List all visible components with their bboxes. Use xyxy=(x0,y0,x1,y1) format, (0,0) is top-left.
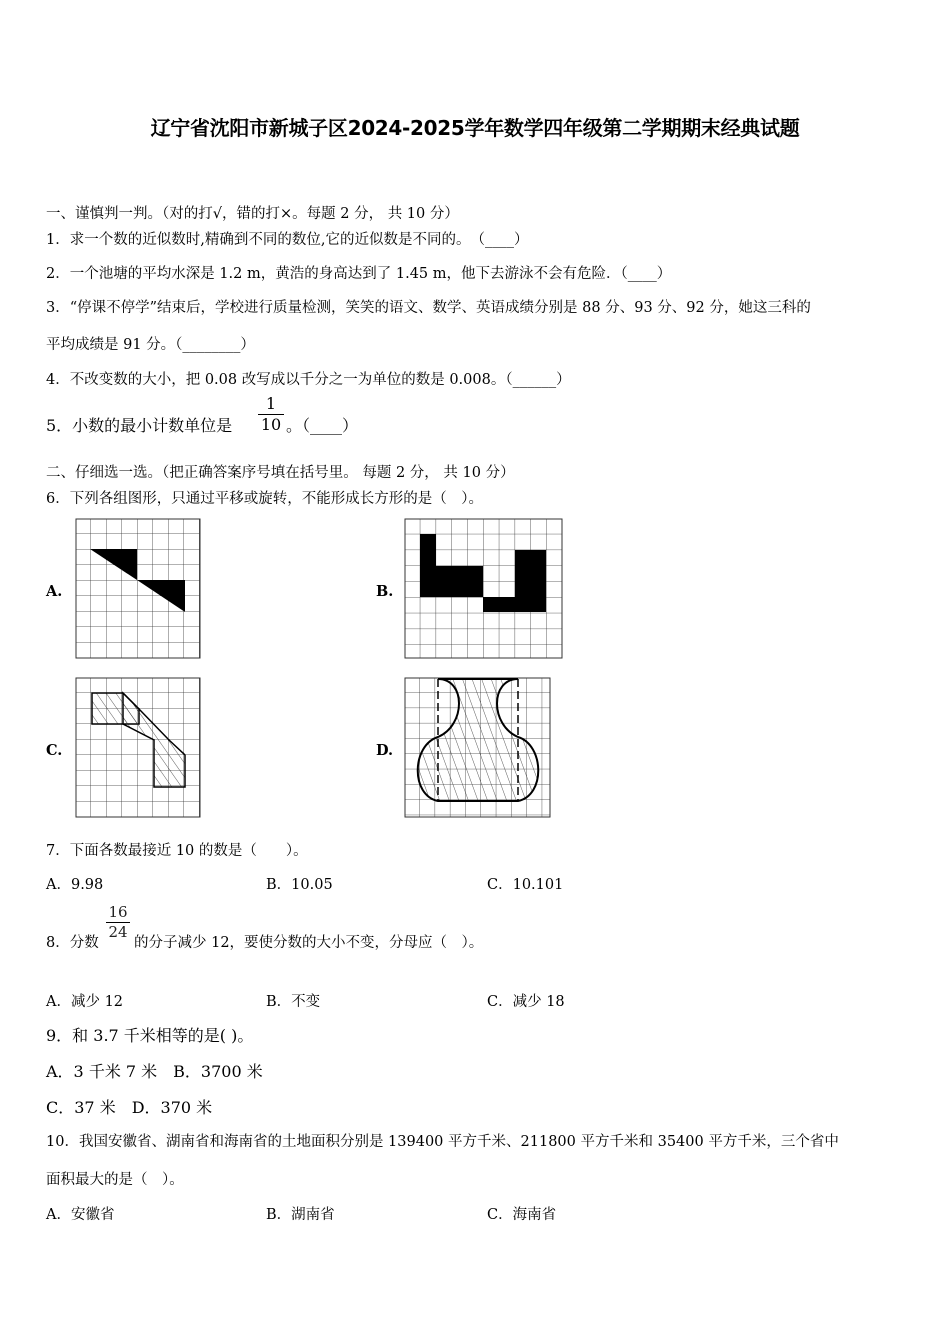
figure-a-grid xyxy=(75,518,203,660)
q9-options-line2: C．37 米 D．370 米 xyxy=(46,1098,213,1117)
q10-option-c: C．海南省 xyxy=(487,1207,557,1223)
q10-option-a: A．安徽省 xyxy=(46,1207,115,1223)
q5-fraction-numerator: 1 xyxy=(265,394,277,413)
question-5-prefix: 5．小数的最小计数单位是 xyxy=(46,416,233,435)
question-10-line2: 面积最大的是（ ）。 xyxy=(46,1172,184,1188)
page-title: 辽宁省沈阳市新城子区2024-2025学年数学四年级第二学期期末经典试题 xyxy=(150,116,800,140)
q7-option-c: C．10.101 xyxy=(487,877,564,893)
question-10-line1: 10．我国安徽省、湖南省和海南省的土地面积分别是 139400 平方千米、211800 平方千米和 35400 平方千米，三个省中 xyxy=(46,1134,839,1150)
option-c-label: C. xyxy=(46,742,63,759)
question-6: 6．下列各组图形，只通过平移或旋转，不能形成长方形的是（ ）。 xyxy=(46,491,483,507)
q8-option-b: B．不变 xyxy=(266,994,321,1010)
figure-c-grid xyxy=(75,677,203,819)
option-b-label: B. xyxy=(376,583,394,600)
q8-option-c: C．减少 18 xyxy=(487,994,565,1010)
q8-fraction-numerator: 16 xyxy=(108,903,128,921)
q8-option-a: A．减少 12 xyxy=(46,994,124,1010)
question-8-prefix: 8．分数 xyxy=(46,935,99,951)
q8-fraction xyxy=(106,905,130,940)
section2-header: 二、仔细选一选。（把正确答案序号填在括号里。 每题 2 分， 共 10 分） xyxy=(46,465,515,481)
question-5-suffix: 。（____） xyxy=(286,416,359,435)
option-d-label: D. xyxy=(376,742,394,759)
question-7: 7．下面各数最接近 10 的数是（ ）。 xyxy=(46,843,308,859)
figure-b-grid xyxy=(404,518,564,660)
question-3-line1: 3．“停课不停学”结束后，学校进行质量检测，笑笑的语文、数学、英语成绩分别是 88 分、93 分、92 分，她这三科的 xyxy=(46,300,811,316)
question-2: 2．一个池塘的平均水深是 1.2 m，黄浩的身高达到了 1.45 m，他下去游泳不会有危险．（____） xyxy=(46,266,672,282)
section1-header: 一、谨慎判一判。（对的打√，错的打×。每题 2 分， 共 10 分） xyxy=(46,206,459,222)
question-8-suffix: 的分子减少 12，要使分数的大小不变，分母应（ ）。 xyxy=(134,935,484,951)
q7-option-b: B．10.05 xyxy=(266,877,333,893)
q9-options-line1: A．3 千米 7 米 B．3700 米 xyxy=(46,1062,263,1081)
question-3-line2: 平均成绩是 91 分。（________） xyxy=(46,337,255,353)
option-a-label: A. xyxy=(46,583,63,600)
q5-fraction-denominator: 10 xyxy=(260,415,282,434)
q5-fraction xyxy=(258,396,284,433)
q8-fraction-denominator: 24 xyxy=(108,923,128,941)
question-9: 9．和 3.7 千米相等的是( )。 xyxy=(46,1026,254,1045)
q7-option-a: A．9.98 xyxy=(46,877,104,893)
question-1: 1．求一个数的近似数时,精确到不同的数位,它的近似数是不同的。 （____） xyxy=(46,232,529,248)
q10-option-b: B．湖南省 xyxy=(266,1207,335,1223)
figure-d-grid xyxy=(404,677,552,819)
question-4: 4．不改变数的大小，把 0.08 改写成以千分之一为单位的数是 0.008。（______） xyxy=(46,372,571,388)
